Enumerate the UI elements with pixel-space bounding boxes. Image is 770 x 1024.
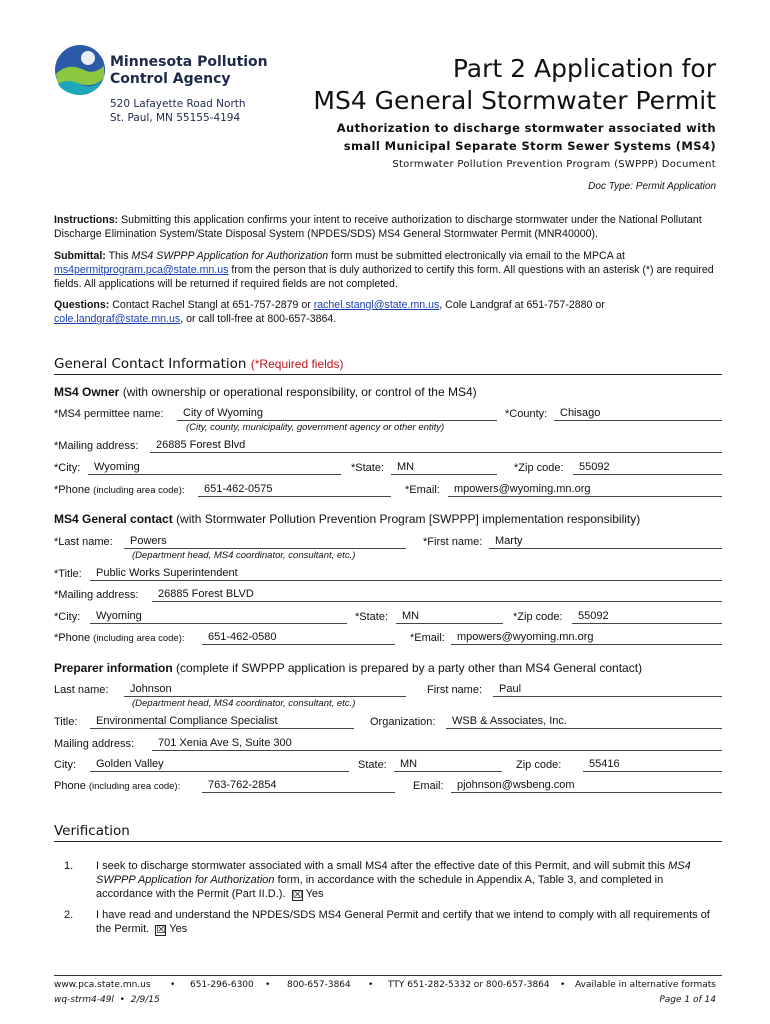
owner-zip-label: *Zip code: — [514, 462, 564, 474]
subtitle-line2: small Municipal Separate Storm Sewer Systems (MS4) — [343, 139, 716, 153]
contact-email-label: *Email: — [410, 632, 445, 644]
item2-checkbox[interactable]: ☒ — [156, 924, 167, 936]
footer-form-id — [54, 995, 160, 1005]
doc-type: Doc Type: Permit Application — [588, 181, 716, 192]
item2-text — [96, 908, 722, 936]
item2-text-body: I have read and understand the NPDES/SDS MS4 General Permit and certify that we intend to comply with all requirements of the Permit. — [96, 909, 710, 935]
verification-title: Verification — [54, 823, 130, 839]
owner-phone-note: (including area code): — [93, 485, 185, 496]
instructions-label: Instructions: — [54, 214, 119, 226]
item1-form-name: MS4 SWPPP Application for Authorization — [96, 860, 691, 886]
preparer-heading-bold: Preparer information — [54, 661, 173, 675]
agency-name-line1: Minnesota Pollution — [110, 54, 268, 70]
contact-city-field[interactable]: Wyoming — [90, 609, 347, 624]
footer-website[interactable]: www.pca.state.mn.us — [54, 980, 151, 990]
footer-bullet-4: • — [560, 980, 566, 990]
page-title-line1: Part 2 Application for — [452, 54, 716, 83]
preparer-email-label: Email: — [413, 780, 444, 792]
agency-logo — [54, 44, 106, 96]
preparer-email-field[interactable]: pjohnson@wsbeng.com — [451, 778, 722, 793]
contact-first-field[interactable]: Marty — [489, 534, 722, 549]
preparer-zip-field[interactable]: 55416 — [583, 757, 722, 772]
required-fields-note: (*Required fields) — [250, 357, 344, 371]
owner-phone-label — [54, 484, 185, 496]
owner-heading-rest: (with ownership or operational responsibility, or control of the MS4) — [122, 385, 477, 399]
owner-city-label: *City: — [54, 462, 81, 474]
footer-phone-2: 800-657-3864 — [287, 980, 351, 990]
submittal-email-link[interactable]: ms4permitprogram.pca@state.mn.us — [54, 264, 229, 276]
item1-text-pre: I seek to discharge stormwater associated with a small MS4 after the effective date of this Permit, and will submit this — [96, 860, 665, 872]
preparer-last-label: Last name: — [54, 684, 109, 696]
contact-zip-field[interactable]: 55092 — [572, 609, 722, 624]
owner-city-field[interactable]: Wyoming — [88, 460, 341, 475]
contact-phone-label-text: *Phone — [54, 632, 91, 644]
contact-phone-label — [54, 632, 185, 644]
preparer-heading-rest: (complete if SWPPP application is prepared by a party other than MS4 General contact) — [176, 661, 643, 675]
footer-divider — [54, 975, 722, 976]
footer-page-number: Page 1 of 14 — [659, 995, 716, 1005]
footer-bullet-1: • — [170, 980, 176, 990]
footer-phone-1: 651-296-6300 — [190, 980, 254, 990]
contact-title-label: *Title: — [54, 568, 82, 580]
preparer-first-field[interactable]: Paul — [493, 682, 722, 697]
preparer-last-hint: (Department head, MS4 coordinator, consultant, etc.) — [132, 698, 356, 709]
owner-state-field[interactable]: MN — [391, 460, 497, 475]
owner-zip-field[interactable]: 55092 — [573, 460, 722, 475]
footer-tty: TTY 651-282-5332 or 800-657-3864 — [388, 980, 550, 990]
rachel-email-link[interactable]: rachel.stangl@state.mn.us — [313, 299, 440, 311]
contact-last-label: *Last name: — [54, 536, 113, 548]
submittal-label: Submittal: — [54, 250, 106, 262]
footer-formats: Available in alternative formats — [575, 980, 716, 990]
instructions-text: Submitting this application confirms your intent to receive authorization to discharge stormwater under the National Pollutant Discharge Elimination System/State Disposal System (NPDES/SDS) MS4 General Stormwater Permit (MNR40000). — [54, 214, 702, 240]
submittal-text-post: from the person that is duly authorized to certify this form. All questions with an asterisk (*) are required fields. All applications will be returned if required fields are not completed. — [54, 264, 714, 290]
agency-address-line2: St. Paul, MN 55155-4194 — [110, 112, 241, 124]
preparer-mailing-field[interactable]: 701 Xenia Ave S, Suite 300 — [152, 736, 722, 751]
item1-checkbox-label: Yes — [305, 888, 324, 900]
item1-checkbox[interactable]: ☒ — [292, 889, 303, 901]
contact-heading-rest: (with Stormwater Pollution Prevention Program [SWPPP] implementation responsibility) — [176, 512, 641, 526]
contact-city-label: *City: — [54, 611, 81, 623]
item1-text — [96, 859, 722, 901]
verification-item-2 — [54, 908, 722, 938]
preparer-phone-field[interactable]: 763-762-2854 — [202, 778, 395, 793]
contact-mailing-label: *Mailing address: — [54, 589, 139, 601]
questions-label: Questions: — [54, 299, 110, 311]
preparer-title-field[interactable]: Environmental Compliance Specialist — [90, 714, 354, 729]
owner-permittee-field[interactable]: City of Wyoming — [177, 406, 497, 421]
owner-email-label: *Email: — [405, 484, 440, 496]
owner-mailing-label: *Mailing address: — [54, 440, 139, 452]
preparer-state-label: State: — [358, 759, 387, 771]
footer-form-id-text: wq-strm4-49l — [54, 995, 114, 1005]
verification-heading — [54, 823, 722, 842]
questions-text-post: , or call toll-free at 800-657-3864. — [180, 313, 337, 325]
owner-mailing-field[interactable]: 26885 Forest Blvd — [150, 438, 722, 453]
page-title-line2: MS4 General Stormwater Permit — [313, 86, 716, 115]
preparer-title-label: Title: — [54, 716, 78, 728]
preparer-city-label: City: — [54, 759, 76, 771]
questions-text-pre: Contact Rachel Stangl at 651-757-2879 or — [112, 299, 311, 311]
contact-phone-note: (including area code): — [93, 633, 185, 644]
item1-text-post: form, in accordance with the schedule in Appendix A, Table 3, and completed in accordance with the Permit (Part II.D.). — [96, 874, 664, 900]
preparer-phone-label — [54, 780, 180, 792]
contact-email-field[interactable]: mpowers@wyoming.mn.org — [451, 630, 722, 645]
item1-number: 1. — [64, 860, 74, 872]
contact-heading-bold: MS4 General contact — [54, 512, 173, 526]
contact-zip-label: *Zip code: — [513, 611, 563, 623]
contact-mailing-field[interactable]: 26885 Forest BLVD — [152, 587, 722, 602]
preparer-org-field[interactable]: WSB & Associates, Inc. — [446, 714, 722, 729]
preparer-first-label: First name: — [427, 684, 483, 696]
contact-phone-field[interactable]: 651-462-0580 — [202, 630, 395, 645]
submittal-text-pre: This — [108, 250, 129, 262]
preparer-org-label: Organization: — [370, 716, 436, 728]
owner-phone-field[interactable]: 651-462-0575 — [198, 482, 391, 497]
footer-bullet-2: • — [265, 980, 271, 990]
contact-subheading — [54, 512, 640, 526]
mpca-logo-icon — [54, 44, 106, 96]
questions-text-mid: , Cole Landgraf at 651-757-2880 or — [439, 299, 605, 311]
footer-bullet-3: • — [368, 980, 374, 990]
contact-state-field[interactable]: MN — [396, 609, 503, 624]
submittal-text-mid: form must be submitted electronically via email to the MPCA at — [331, 250, 625, 262]
owner-email-field[interactable]: mpowers@wyoming.mn.org — [448, 482, 722, 497]
owner-county-label: *County: — [505, 408, 548, 420]
contact-first-label: *First name: — [423, 536, 483, 548]
preparer-mailing-label: Mailing address: — [54, 738, 135, 750]
owner-phone-label-text: *Phone — [54, 484, 91, 496]
item2-number: 2. — [64, 909, 74, 921]
footer-date: 2/9/15 — [130, 995, 160, 1005]
owner-permittee-label: *MS4 permittee name: — [54, 408, 164, 420]
contact-title-field[interactable]: Public Works Superintendent — [90, 566, 722, 581]
contact-state-label: *State: — [355, 611, 389, 623]
owner-heading-bold: MS4 Owner — [54, 385, 120, 399]
cole-email-link[interactable]: cole.landgraf@state.mn.us — [54, 313, 181, 325]
footer-bullet-5: • — [119, 995, 125, 1005]
preparer-state-field[interactable]: MN — [394, 757, 502, 772]
preparer-phone-note: (including area code): — [88, 781, 181, 792]
general-contact-title: General Contact Information — [54, 356, 247, 372]
preparer-subheading — [54, 661, 642, 675]
submittal-paragraph — [54, 249, 722, 291]
owner-subheading — [54, 385, 477, 399]
contact-last-hint: (Department head, MS4 coordinator, consultant, etc.) — [132, 550, 356, 561]
subtitle-line3: Stormwater Pollution Prevention Program (SWPPP) Document — [392, 159, 716, 170]
submittal-form-name: MS4 SWPPP Application for Authorization — [131, 250, 329, 262]
owner-permittee-hint: (City, county, municipality, government agency or other entity) — [186, 422, 445, 433]
item2-checkbox-label: Yes — [169, 923, 188, 935]
verification-item-1 — [54, 859, 722, 903]
questions-paragraph — [54, 298, 722, 326]
preparer-city-field[interactable]: Golden Valley — [90, 757, 349, 772]
preparer-phone-label-text: Phone — [54, 780, 86, 792]
agency-address-line1: 520 Lafayette Road North — [110, 98, 246, 110]
owner-county-field[interactable]: Chisago — [554, 406, 722, 421]
owner-state-label: *State: — [351, 462, 385, 474]
preparer-zip-label: Zip code: — [516, 759, 562, 771]
general-contact-heading — [54, 356, 722, 375]
preparer-last-field[interactable]: Johnson — [124, 682, 406, 697]
instructions-paragraph — [54, 213, 722, 241]
contact-last-field[interactable]: Powers — [124, 534, 406, 549]
agency-name-line2: Control Agency — [110, 71, 231, 87]
subtitle-line1: Authorization to discharge stormwater associated with — [336, 121, 716, 135]
